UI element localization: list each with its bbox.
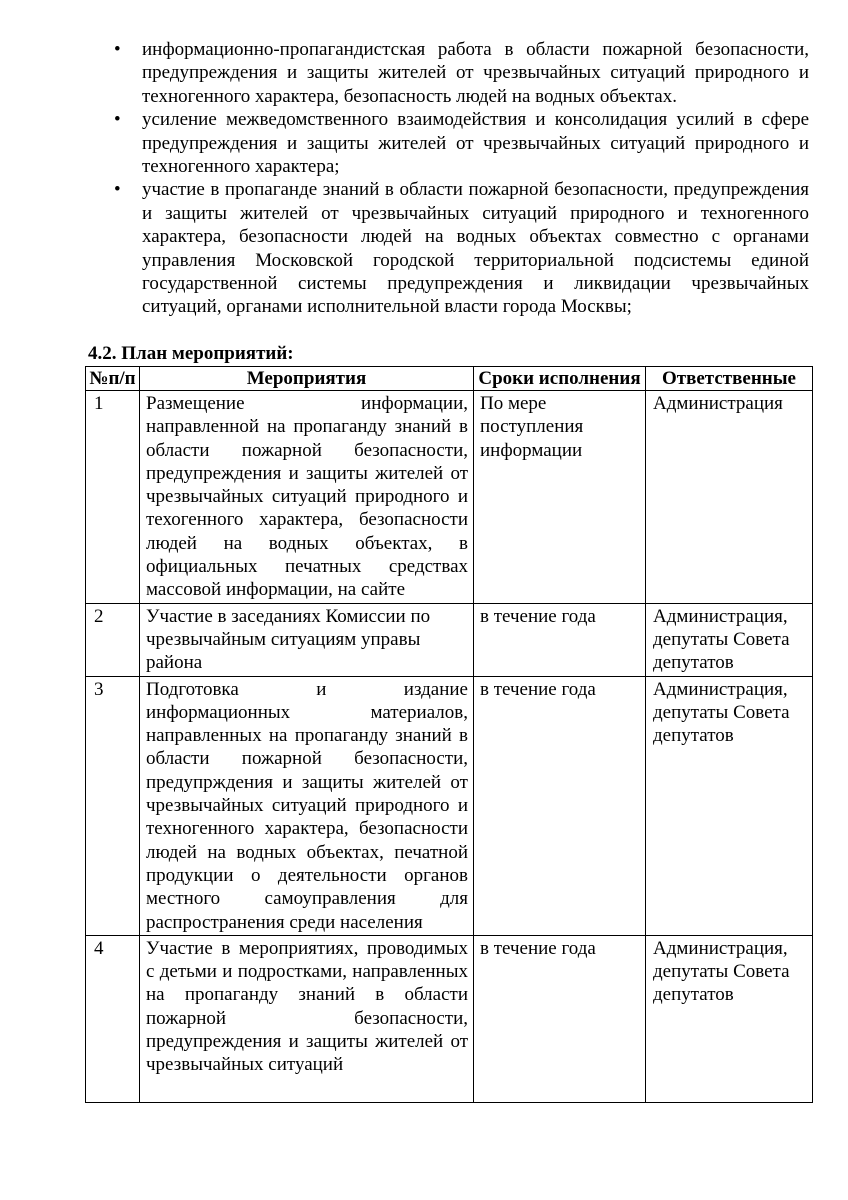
bullet-item: • усиление межведомственного взаимодействия и консолидация усилий в сфере предупреждения и защиты жителей от чрезвычайных ситуаций природного и техногенного характера; [0, 108, 809, 178]
cell-deadline: По мере поступления информации [474, 391, 646, 604]
table-row [86, 676, 813, 935]
goals-bullet-list [0, 38, 848, 319]
table-row [86, 935, 813, 1102]
table-header-row [86, 367, 813, 391]
cell-deadline: в течение года [474, 676, 646, 935]
header-deadline: Сроки исполнения [474, 367, 646, 391]
cell-num: 3 [86, 676, 140, 935]
cell-num: 4 [86, 935, 140, 1102]
cell-activity: Размещение информации, направленной на пропаганду знаний в области пожарной безопасности, предупреждения и защиты жителей от чрезвычайных ситуаций природного и техогенного характера, безопасности людей на водных объектах, в официальных печатных средствах массовой информации, на сайте [140, 391, 474, 604]
section-title: 4.2. План мероприятий: [88, 343, 294, 364]
cell-activity: Подготовка и издание информационных материалов, направленных на пропаганду знаний в области пожарной безопасности, предупрждения и защиты жителей от чрезвычайных ситуаций природного и техногенного характера, безопасности людей на водных объектах, печатной продукции о деятельности органов местного самоуправления для распространения среди населения [140, 676, 474, 935]
cell-activity [140, 935, 474, 1102]
header-num: №п/п [86, 367, 140, 391]
activities-plan-table [85, 366, 813, 1103]
cell-num: 1 [86, 391, 140, 604]
bullet-item: • информационно-пропагандистская работа в области пожарной безопасности, предупреждения и защиты жителей от чрезвычайных ситуаций природного и техногенного характера, безопасность людей на водных объектах. [0, 38, 809, 108]
cell-responsible: Администрация, депутаты Совета депутатов [646, 935, 813, 1102]
cell-activity: Участие в заседаниях Комиссии по чрезвычайным ситуациям управы района [140, 603, 474, 676]
cell-num: 2 [86, 603, 140, 676]
table-row [86, 391, 813, 604]
cell-responsible: Администрация [646, 391, 813, 604]
cell-activity-text: Участие в мероприятиях, проводимых с детьми и подростками, направленных на пропаганду знаний в области пожарной безопасности, предупреждения и защиты жителей от чрезвычайных ситуаций [146, 937, 468, 1076]
cell-deadline: в течение года [474, 935, 646, 1102]
header-responsible: Ответственные [646, 367, 813, 391]
header-activity: Мероприятия [140, 367, 474, 391]
table-row [86, 603, 813, 676]
bullet-item: • участие в пропаганде знаний в области пожарной безопасности, предупреждения и защиты жителей от чрезвычайных ситуаций природного и техногенного характера, безопасности людей на водных объектах совместно с органами управления Московской городской территориальной подсистемы единой государственной системы предупреждения и ликвидации чрезвычайных ситуаций, органами исполнительной власти города Москвы; [0, 178, 809, 318]
cell-responsible: Администрация, депутаты Совета депутатов [646, 603, 813, 676]
cell-deadline: в течение года [474, 603, 646, 676]
cell-responsible: Администрация, депутаты Совета депутатов [646, 676, 813, 935]
